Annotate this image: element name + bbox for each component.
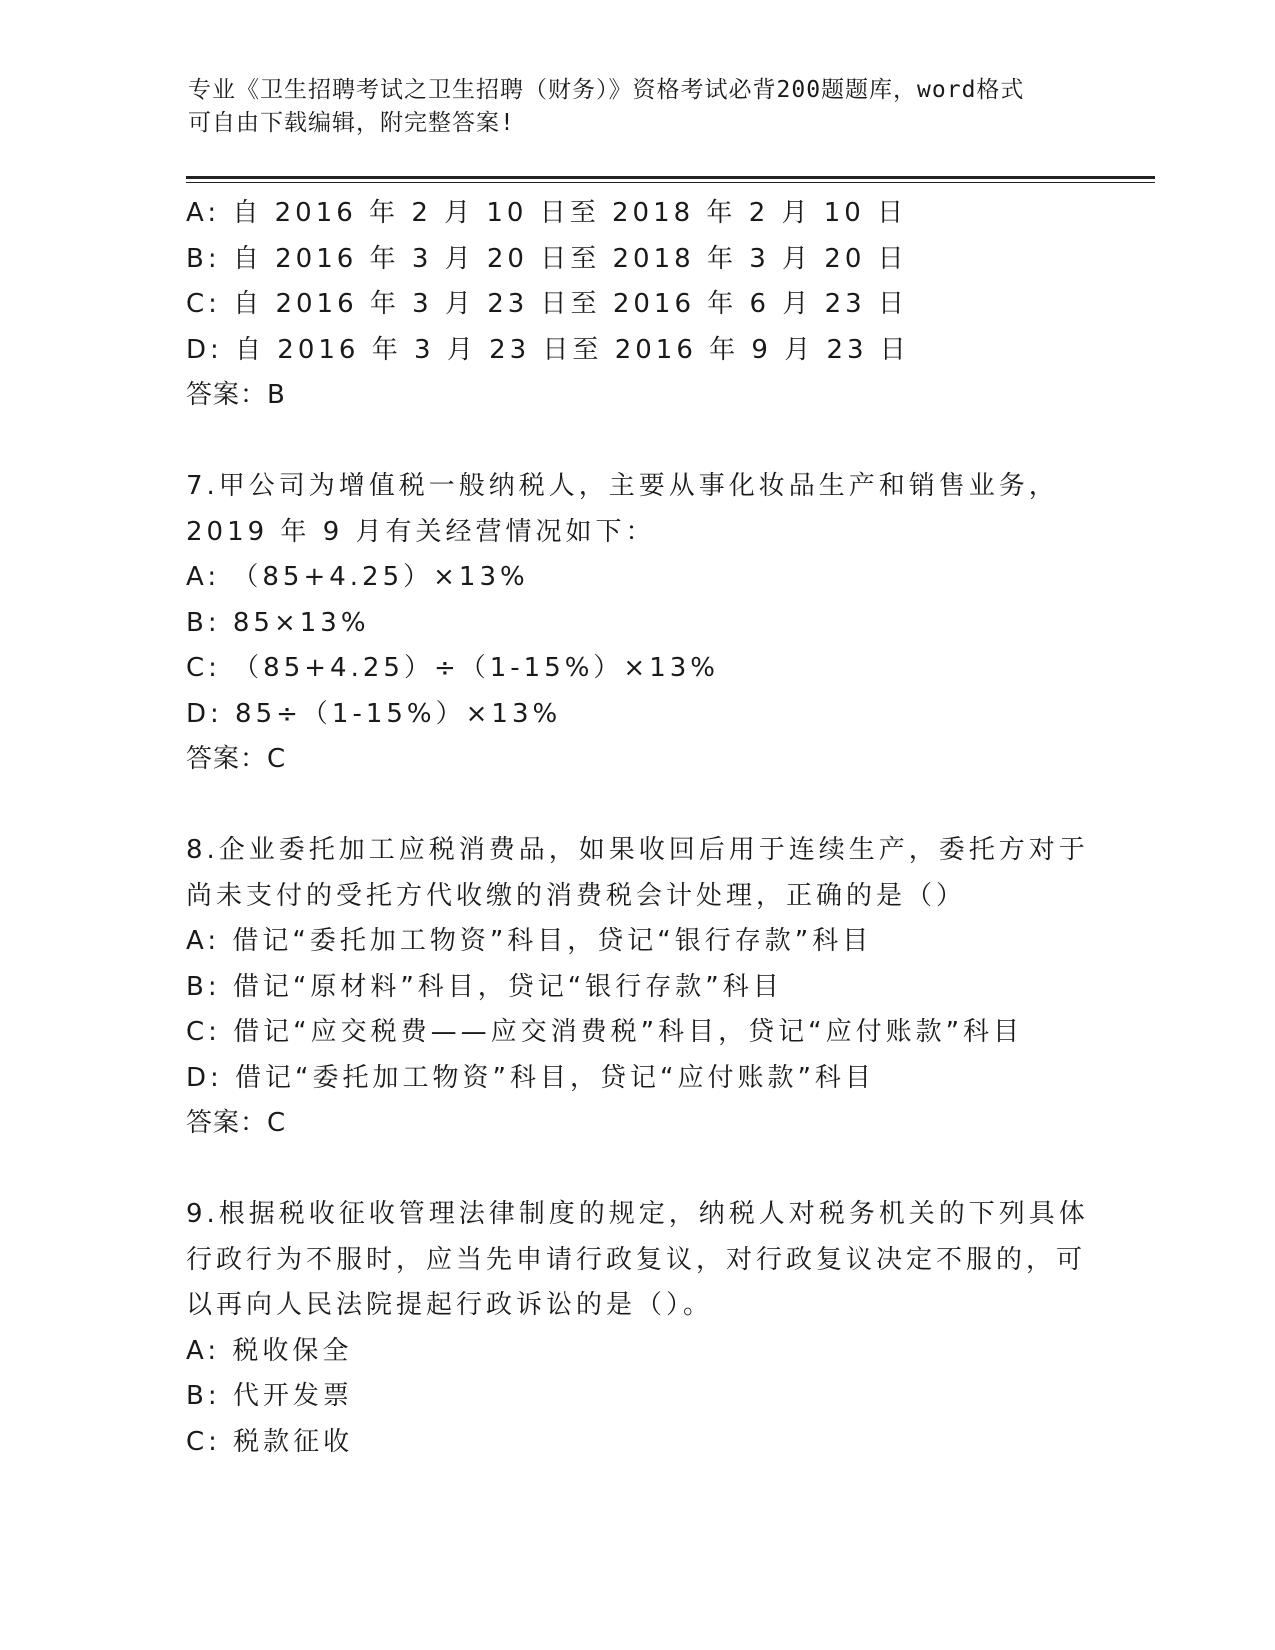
option-b: B: 代开发票 bbox=[186, 1381, 353, 1411]
option-d: D: 借记“委托加工物资”科目，贷记“应付账款”科目 bbox=[186, 1062, 875, 1093]
question-7-block bbox=[186, 464, 1086, 783]
question-stem-line: 尚未支付的受托方代收缴的消费税会计处理，正确的是（） bbox=[186, 880, 967, 911]
spacer bbox=[186, 783, 1086, 829]
header-rule-thick bbox=[186, 176, 1155, 179]
option-b: B: 借记“原材料”科目，贷记“银行存款”科目 bbox=[186, 971, 783, 1002]
question-stem-line: 以再向人民法院提起行政诉讼的是（）。 bbox=[186, 1290, 714, 1320]
option-d: D: 85÷（1-15%）×13% bbox=[186, 698, 562, 729]
question-stem-line: 7.甲公司为增值税一般纳税人，主要从事化妆品生产和销售业务， bbox=[186, 471, 1059, 501]
question-stem-line: 行政行为不服时，应当先申请行政复议，对行政复议决定不服的，可 bbox=[186, 1244, 1087, 1275]
question-stem-line: 8.企业委托加工应税消费品，如果收回后用于连续生产，委托方对于 bbox=[186, 835, 1089, 865]
spacer bbox=[186, 1147, 1086, 1193]
option-d: D: 自 2016 年 3 月 23 日至 2016 年 9 月 23 日 bbox=[186, 334, 910, 365]
option-a: A: 税收保全 bbox=[186, 1335, 353, 1366]
question-9-block bbox=[186, 1192, 1089, 1465]
option-a: A: （85+4.25）×13% bbox=[186, 562, 529, 592]
answer-line: 答案：C bbox=[186, 744, 287, 774]
question-6-block bbox=[186, 191, 1086, 419]
document-header bbox=[188, 74, 1088, 140]
option-c: C: 税款征收 bbox=[186, 1426, 354, 1457]
option-a: A: 借记“委托加工物资”科目，贷记“银行存款”科目 bbox=[186, 926, 873, 956]
header-line-1: 专业《卫生招聘考试之卫生招聘（财务）》资格考试必背200题题库，word格式 bbox=[188, 77, 1025, 103]
option-b: B: 自 2016 年 3 月 20 日至 2018 年 3 月 20 日 bbox=[186, 243, 908, 274]
question-8-block bbox=[186, 828, 1089, 1147]
option-a: A: 自 2016 年 2 月 10 日至 2018 年 2 月 10 日 bbox=[186, 198, 908, 228]
header-line-2: 可自由下载编辑，附完整答案! bbox=[188, 110, 515, 136]
option-c: C: （85+4.25）÷（1-15%）×13% bbox=[186, 653, 720, 683]
option-b: B: 85×13% bbox=[186, 607, 370, 638]
option-c: C: 自 2016 年 3 月 23 日至 2016 年 6 月 23 日 bbox=[186, 289, 908, 319]
answer-line: 答案：B bbox=[186, 380, 286, 410]
question-stem-line: 9.根据税收征收管理法律制度的规定，纳税人对税务机关的下列具体 bbox=[186, 1199, 1089, 1229]
header-rule-thin bbox=[186, 182, 1155, 183]
question-list bbox=[186, 191, 1089, 1465]
spacer bbox=[186, 419, 1086, 465]
answer-line: 答案：C bbox=[186, 1108, 287, 1138]
question-stem-line: 2019 年 9 月有关经营情况如下： bbox=[186, 516, 656, 547]
option-c: C: 借记“应交税费——应交消费税”科目，贷记“应付账款”科目 bbox=[186, 1017, 1024, 1047]
